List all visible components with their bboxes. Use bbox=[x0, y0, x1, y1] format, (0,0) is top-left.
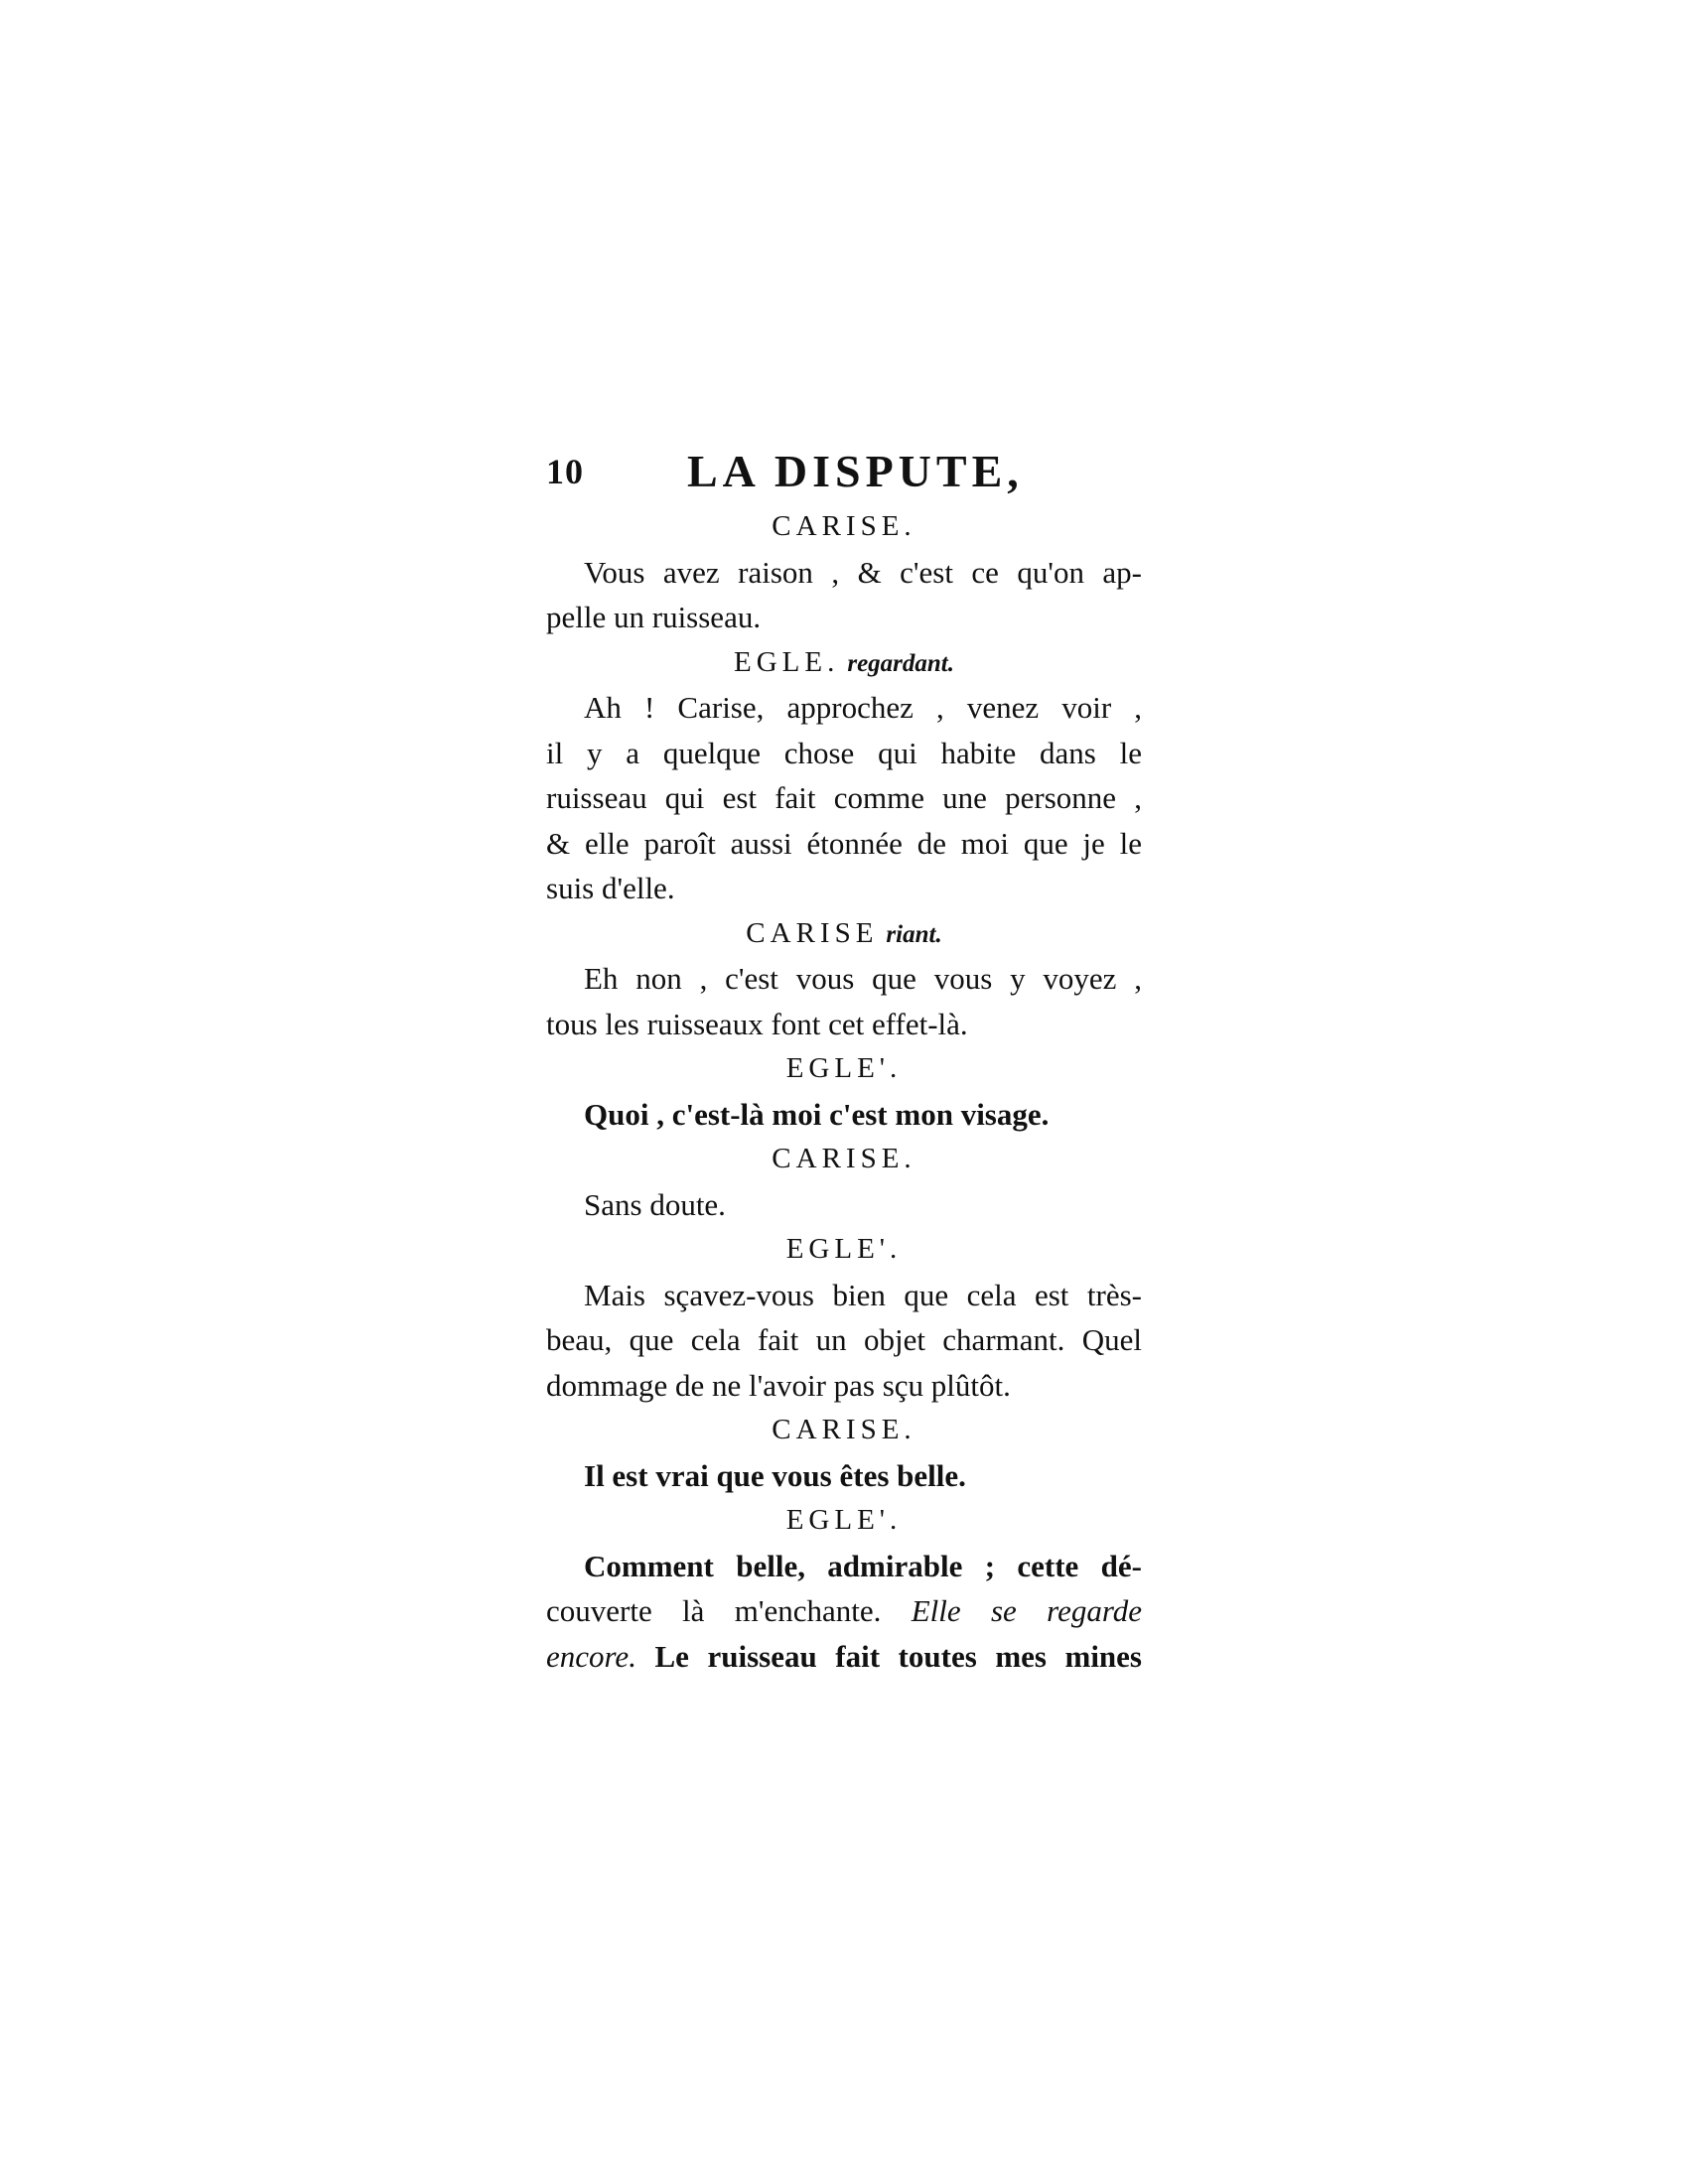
speech-line: Ah ! Carise, approchez , venez voir , bbox=[584, 690, 1142, 725]
stage-direction: encore. bbox=[546, 1638, 636, 1674]
speech-line: il y a quelque chose qui habite dans le bbox=[546, 735, 1142, 770]
speaker-name: CARISE. bbox=[772, 1143, 916, 1174]
book-page bbox=[546, 437, 1142, 1767]
speaker-with-direction bbox=[546, 640, 1142, 686]
speech-line: pelle un ruisseau. bbox=[546, 600, 762, 634]
running-title: LA DISPUTE, bbox=[687, 446, 1024, 496]
speaker-name: CARISE bbox=[746, 916, 879, 949]
speech-line: tous les ruisseaux font cet effet-là. bbox=[546, 1006, 968, 1041]
speaker-name: CARISE. bbox=[772, 1414, 916, 1445]
speech-line: ruisseau qui est fait comme une personne , bbox=[546, 780, 1142, 815]
speaker-name: EGLE'. bbox=[785, 1504, 903, 1536]
speech-line: Mais sçavez-vous bien que cela est très- bbox=[584, 1277, 1142, 1312]
speech-line: Il est vrai que vous êtes belle. bbox=[584, 1457, 966, 1493]
stage-direction: Elle se regarde bbox=[911, 1593, 1142, 1628]
speaker-name: EGLE'. bbox=[785, 1233, 903, 1265]
speech-line: Vous avez raison , & c'est ce qu'on ap- bbox=[584, 554, 1142, 590]
speaker-name: EGLE. bbox=[734, 645, 840, 678]
speech-line: Sans doute. bbox=[584, 1186, 726, 1222]
speech-line: & elle paroît aussi étonnée de moi que je le bbox=[546, 825, 1142, 861]
speech-line: Eh non , c'est vous que vous y voyez , bbox=[584, 961, 1142, 996]
stage-direction: regardant. bbox=[847, 649, 954, 677]
speech-line: Comment belle, admirable ; cette dé- bbox=[584, 1548, 1142, 1583]
speech-line: suis d'elle. bbox=[546, 871, 675, 905]
speech-line-with-stage bbox=[546, 1588, 1142, 1634]
speech-line-with-stage bbox=[546, 1634, 1142, 1680]
stage-direction: riant. bbox=[886, 920, 942, 948]
speech-line: Quoi , c'est-là moi c'est mon visage. bbox=[584, 1096, 1050, 1132]
speech-line: beau, que cela fait un objet charmant. Quel bbox=[546, 1322, 1142, 1357]
page-number: 10 bbox=[546, 452, 584, 491]
speaker-with-direction bbox=[546, 911, 1142, 957]
speaker-name: CARISE. bbox=[772, 510, 916, 542]
speaker-name: EGLE'. bbox=[785, 1052, 903, 1084]
speech-text: couverte là m'enchante. bbox=[546, 1593, 882, 1628]
speech-text: Le ruisseau fait toutes mes mines bbox=[654, 1638, 1143, 1674]
speech-line: dommage de ne l'avoir pas sçu plûtôt. bbox=[546, 1367, 1011, 1403]
page-header bbox=[546, 437, 1142, 504]
